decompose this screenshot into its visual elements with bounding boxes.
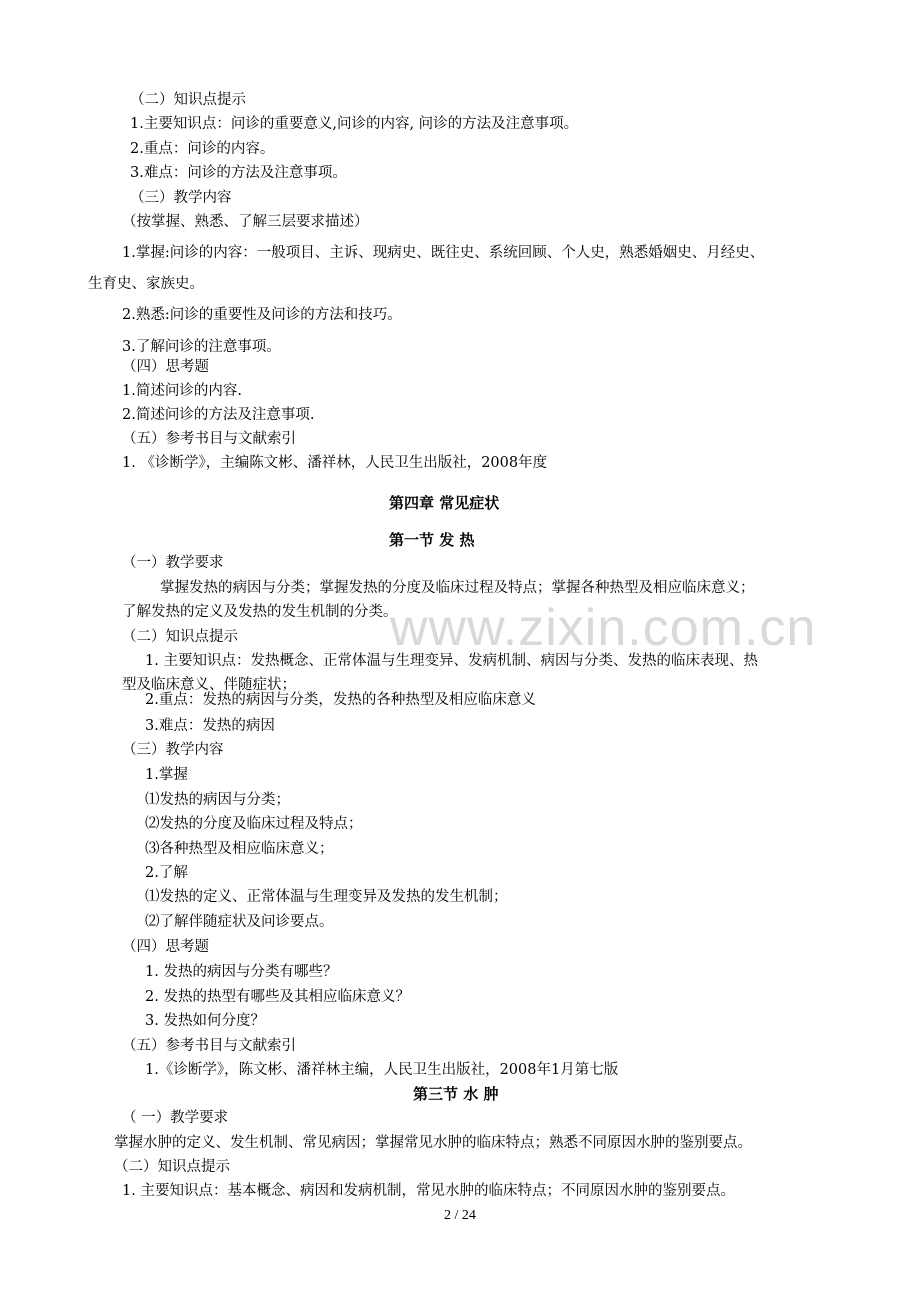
section-heading: （二）知识点提示: [130, 92, 246, 108]
text-line: 1.简述问诊的内容.: [122, 383, 242, 399]
section-heading: （二）知识点提示: [114, 1159, 230, 1175]
section-title: 第一节 发 热: [389, 531, 475, 549]
section-heading: （四）思考题: [122, 939, 209, 955]
section-heading: （一）教学要求: [122, 555, 224, 571]
section-heading: （四）思考题: [122, 359, 209, 375]
text-line: 1.掌握: [145, 767, 188, 783]
text-line: 掌握水肿的定义、发生机制、常见病因；掌握常见水肿的临床特点；熟悉不同原因水肿的鉴别要点。: [114, 1135, 752, 1151]
text-line: ⑴发热的病因与分类；: [145, 792, 290, 808]
text-line: 2.熟悉:问诊的重要性及问诊的方法和技巧。: [122, 307, 402, 323]
text-line: 2.简述问诊的方法及注意事项.: [122, 407, 315, 423]
text-line: 3.难点：问诊的方法及注意事项。: [130, 165, 347, 181]
text-line: 了解发热的定义及发热的发生机制的分类。: [122, 604, 398, 620]
text-line: 型及临床意义、伴随症状；: [122, 677, 296, 693]
section-heading: （三）教学内容: [130, 190, 232, 206]
text-line: 2. 发热的热型有哪些及其相应临床意义？: [145, 989, 410, 1005]
text-line: 1. 主要知识点：发热概念、正常体温与生理变异、发病机制、病因与分类、发热的临床表现、热: [145, 653, 758, 669]
text-line: 2.重点：发热的病因与分类，发热的各种热型及相应临床意义: [145, 692, 536, 708]
text-line: 1.掌握:问诊的内容：一般项目、主诉、现病史、既往史、系统回顾、个人史，熟悉婚姻史、月经史、: [122, 245, 765, 261]
text-line: ⑵了解伴随症状及问诊要点。: [145, 914, 334, 930]
text-line: 1. 主要知识点：基本概念、病因和发病机制，常见水肿的临床特点；不同原因水肿的鉴别要点。: [122, 1183, 735, 1199]
text-line: （按掌握、熟悉、了解三层要求描述）: [122, 214, 369, 230]
text-line: 1.《诊断学》，陈文彬、潘祥林主编，人民卫生出版社，2008年1月第七版: [145, 1062, 619, 1078]
text-line: ⑴发热的定义、正常体温与生理变异及发热的发生机制；: [145, 889, 508, 905]
section-heading: （三）教学内容: [122, 742, 224, 758]
section-title: 第三节 水 肿: [413, 1085, 499, 1103]
text-line: 1. 《诊断学》，主编陈文彬、潘祥林，人民卫生出版社，2008年度: [122, 455, 548, 471]
text-line: 3.了解问诊的注意事项。: [122, 339, 281, 355]
text-line: 掌握发热的病因与分类；掌握发热的分度及临床过程及特点；掌握各种热型及相应临床意义；: [160, 580, 755, 596]
text-line: 1. 发热的病因与分类有哪些？: [145, 964, 338, 980]
section-heading: （二）知识点提示: [122, 629, 238, 645]
text-line: 1.主要知识点：问诊的重要意义,问诊的内容, 问诊的方法及注意事项。: [130, 116, 579, 132]
text-line: 2.了解: [145, 865, 188, 881]
text-line: 2.重点：问诊的内容。: [130, 141, 275, 157]
section-heading: （ 一）教学要求: [122, 1110, 229, 1126]
text-line: 3.难点：发热的病因: [145, 718, 275, 734]
text-line: ⑶各种热型及相应临床意义；: [145, 841, 334, 857]
watermark: www.zixin.com.cn: [390, 599, 817, 657]
section-heading: （五）参考书目与文献索引: [122, 1038, 296, 1054]
text-line: 生育史、家族史。: [88, 276, 204, 292]
section-heading: （五）参考书目与文献索引: [122, 431, 296, 447]
text-line: ⑵发热的分度及临床过程及特点；: [145, 816, 363, 832]
page-number: 2 / 24: [444, 1208, 476, 1223]
text-line: 3. 发热如何分度？: [145, 1013, 265, 1029]
chapter-title: 第四章 常见症状: [389, 494, 500, 512]
